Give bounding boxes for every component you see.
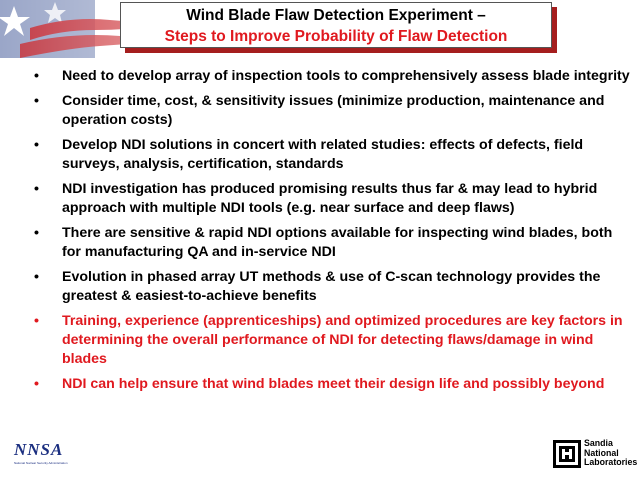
- bullet-text: Evolution in phased array UT methods & use of C-scan technology provides the greatest & easiest-to-achieve benefits: [62, 268, 601, 304]
- bullet-item: [34, 375, 630, 394]
- bullet-item: [34, 224, 630, 262]
- sandia-logo: [553, 436, 638, 472]
- bullet-item: [34, 67, 630, 86]
- bullet-item: [34, 136, 630, 174]
- nnsa-logo-text: NNSA: [14, 440, 64, 459]
- bullet-text: Develop NDI solutions in concert with related studies: effects of defects, field surveys, analysis, certification, standards: [62, 136, 584, 172]
- bullet-list: [34, 67, 630, 400]
- sandia-line2: National: [584, 447, 619, 458]
- nnsa-logo: [14, 440, 84, 470]
- bullet-marker: •: [34, 224, 39, 241]
- bullet-text: NDI investigation has produced promising results thus far & may lead to hybrid approach with multiple NDI tools (e.g. near surface and deep flaws): [62, 180, 598, 216]
- bullet-item: [34, 180, 630, 218]
- bullet-marker: •: [34, 312, 39, 329]
- sandia-line1: Sandia: [584, 438, 613, 448]
- bullet-text: NDI can help ensure that wind blades meet their design life and possibly beyond: [62, 376, 605, 392]
- bullet-text: Consider time, cost, & sensitivity issues (minimize production, maintenance and operation costs): [62, 92, 605, 128]
- bullet-marker: •: [34, 136, 39, 153]
- sandia-line3: Laboratories: [584, 457, 638, 467]
- bullet-item: [34, 312, 630, 370]
- bullet-text: There are sensitive & rapid NDI options available for inspecting wind blades, both for manufacturing QA and in-service NDI: [62, 224, 613, 260]
- slide-title: Wind Blade Flaw Detection Experiment –: [186, 7, 486, 24]
- bullet-text: Need to develop array of inspection tools to comprehensively assess blade integrity: [62, 68, 630, 84]
- title-box: [120, 2, 552, 48]
- bullet-marker: •: [34, 68, 39, 84]
- bullet-marker: •: [34, 92, 39, 109]
- bullet-text: Training, experience (apprenticeships) and optimized procedures are key factors in determining the overall performance of NDI for detecting flaws/damage in wind blades: [62, 312, 623, 368]
- bullet-marker: •: [34, 180, 39, 197]
- bullet-item: [34, 92, 630, 130]
- bullet-marker: •: [34, 376, 39, 392]
- sandia-logo-text: [584, 439, 637, 468]
- slide-subtitle: Steps to Improve Probability of Flaw Detection: [164, 28, 508, 45]
- nnsa-logo-subtitle: National Nuclear Security Administration: [14, 461, 68, 465]
- thunderbird-icon: [553, 440, 581, 468]
- bullet-marker: •: [34, 268, 39, 285]
- bullet-item: [34, 268, 630, 306]
